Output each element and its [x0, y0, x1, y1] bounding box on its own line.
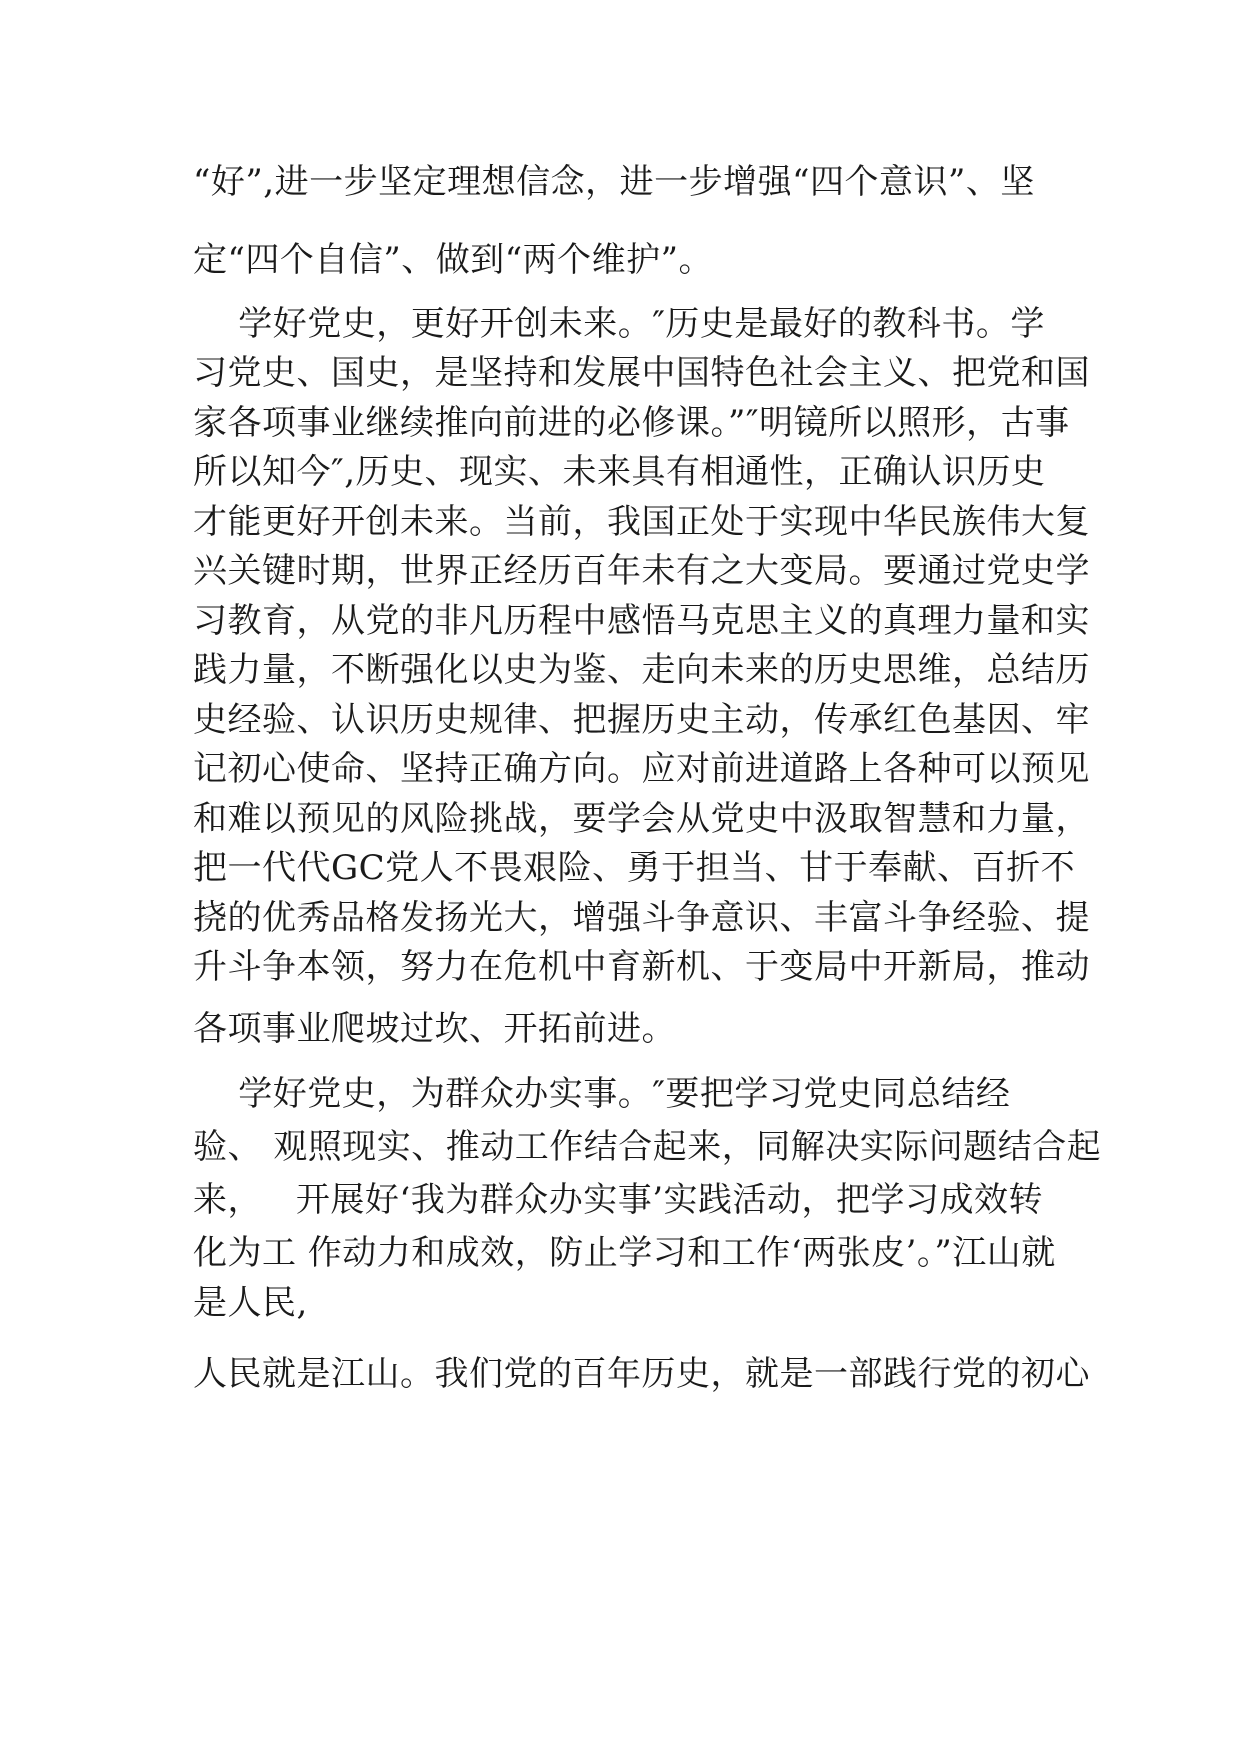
text-line-4: 习党史、国史，是坚持和发展中国特色社会主义、把党和国: [193, 353, 1090, 393]
text-line-12: 记初心使命、坚持正确方向。应对前进道路上各种可以预见: [193, 749, 1090, 789]
text-line-11: 史经验、认识历史规律、把握历史主动，传承红色基因、牢: [193, 700, 1090, 740]
text-line-13: 和难以预见的风险挑战，要学会从党史中汲取智慧和力量，: [193, 799, 1090, 839]
text-line-22: 是人民,: [193, 1283, 308, 1323]
text-line-20: 来， 开展好‘我为群众办实事’实践活动，把学习成效转: [193, 1180, 1044, 1220]
text-line-10: 践力量，不断强化以史为鉴、走向未来的历史思维，总结历: [193, 650, 1090, 690]
text-line-17: 各项事业爬坡过坎、开拓前进。: [193, 1009, 676, 1049]
text-line-7: 才能更好开创未来。当前，我国正处于实现中华民族伟大复: [193, 502, 1090, 542]
paragraph-2-line-1: 学好党史，更好开创未来。″历史是最好的教科书。学: [193, 304, 1045, 344]
text-line-9: 习教育，从党的非凡历程中感悟马克思主义的真理力量和实: [193, 601, 1090, 641]
text-line-19: 验、 观照现实、推动工作结合起来，同解决实际问题结合起: [193, 1127, 1102, 1167]
text-line-2: 定“四个自信”、做到“两个维护”。: [193, 240, 714, 280]
text-line-23: 人民就是江山。我们党的百年历史，就是一部践行党的初心: [193, 1354, 1090, 1394]
paragraph-3-line-1: 学好党史，为群众办实事。″要把学习党史同总结经: [193, 1074, 1011, 1114]
text-line-1: “好”,进一步坚定理想信念，进一步增强“四个意识”、坚: [193, 162, 1035, 202]
text-line-21: 化为工 作动力和成效，防止学习和工作‘两张皮’。”江山就: [193, 1233, 1056, 1273]
text-line-6: 所以知今″,历史、现实、未来具有相通性，正确认识历史: [193, 452, 1046, 492]
text-line-16: 升斗争本领，努力在危机中育新机、于变局中开新局，推动: [193, 947, 1090, 987]
text-line-8: 兴关键时期，世界正经历百年未有之大变局。要通过党史学: [193, 551, 1090, 591]
text-line-5: 家各项事业继续推向前进的必修课。”″明镜所以照形，古事: [193, 403, 1070, 443]
text-line-15: 挠的优秀品格发扬光大，增强斗争意识、丰富斗争经验、提: [193, 898, 1090, 938]
text-line-14: 把一代代GC党人不畏艰险、勇于担当、甘于奉献、百折不: [193, 848, 1076, 888]
